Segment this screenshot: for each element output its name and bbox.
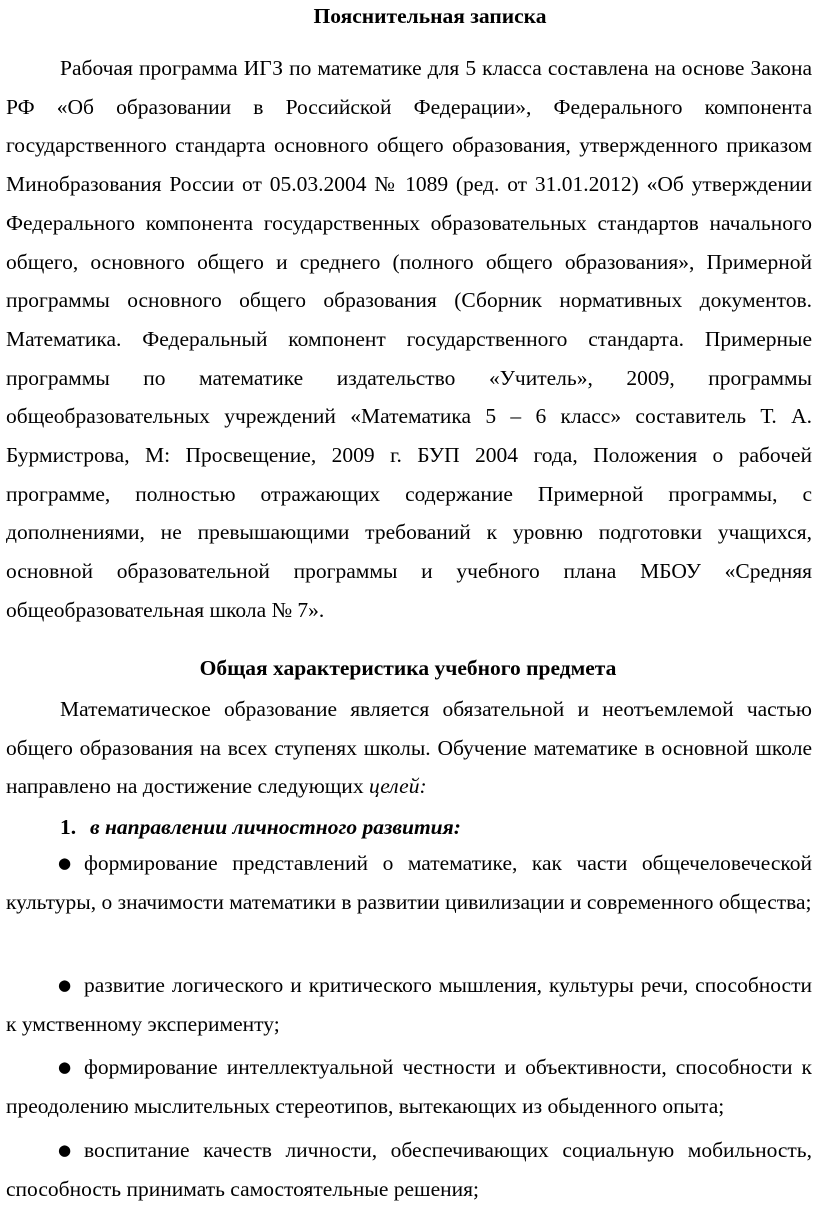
bullet-dot-icon: ● [58,1058,72,1076]
numbered-item [60,812,461,842]
math-paragraph-text: Математическое образование является обязательной и неотъемлемой частью общего образования на всех ступенях школы. Обучение математике в основной школе направлено на достижение следующих [6,697,812,799]
math-paragraph [6,690,812,806]
document-title: Пояснительная записка [313,4,547,28]
bullet-text: формирование интеллектуальной честности и объективности, способности к преодолению мыслительных стереотипов, вытекающих из обыденного опыта; [6,1055,812,1118]
numbered-item-number: 1. [60,815,77,839]
bullet-text: формирование представлений о математике, как части общечеловеческой культуры, о значимости математики в развитии цивилизации и современного общества; [6,851,812,914]
bullet-item [6,1048,812,1125]
section-title: Общая характеристика учебного предмета [199,656,617,680]
bullet-item [6,844,812,921]
bullet-dot-icon: ● [58,854,72,872]
bullet-dot-icon: ● [58,976,72,994]
goals-word: целей: [368,774,427,799]
bullet-item [6,1131,812,1208]
numbered-item-text: в направлении личностного развития: [90,815,461,839]
intro-paragraph: Рабочая программа ИГЗ по математике для 5 класса составлена на основе Закона РФ «Об образовании в Российской Федерации», Федерального компонента государственного стандарта основного общего образования, утвержденного приказом Минобразования России от 05.03.2004 № 1089 (ред. от 31.01.2012) «Об утверждении Федерального компонента государственных образовательных стандартов начального общего, основного общего и среднего (полного общего образования», Примерной программы основного общего образования (Сборник нормативных документов. Математика. Федеральный компонент государственного стандарта. Примерные программы по математике издательство «Учитель», 2009, программы общеобразовательных учреждений «Математика 5 – 6 класс» составитель Т. А. Бурмистрова, М: Просвещение, 2009 г. БУП 2004 года, Положения о рабочей программе, полностью отражающих содержание Примерной программы, с дополнениями, не превышающими требований к уровню подготовки учащихся, основной образовательной программы и учебного плана МБОУ «Средняя общеобразовательная школа № 7». [6,56,812,622]
bullet-dot-icon: ● [58,1141,72,1159]
bullet-item [6,966,812,1043]
bullet-text: воспитание качеств личности, обеспечивающих социальную мобильность, способность принимать самостоятельные решения; [6,1138,812,1201]
bullet-text: развитие логического и критического мышления, культуры речи, способности к умственному эксперименту; [6,973,812,1036]
